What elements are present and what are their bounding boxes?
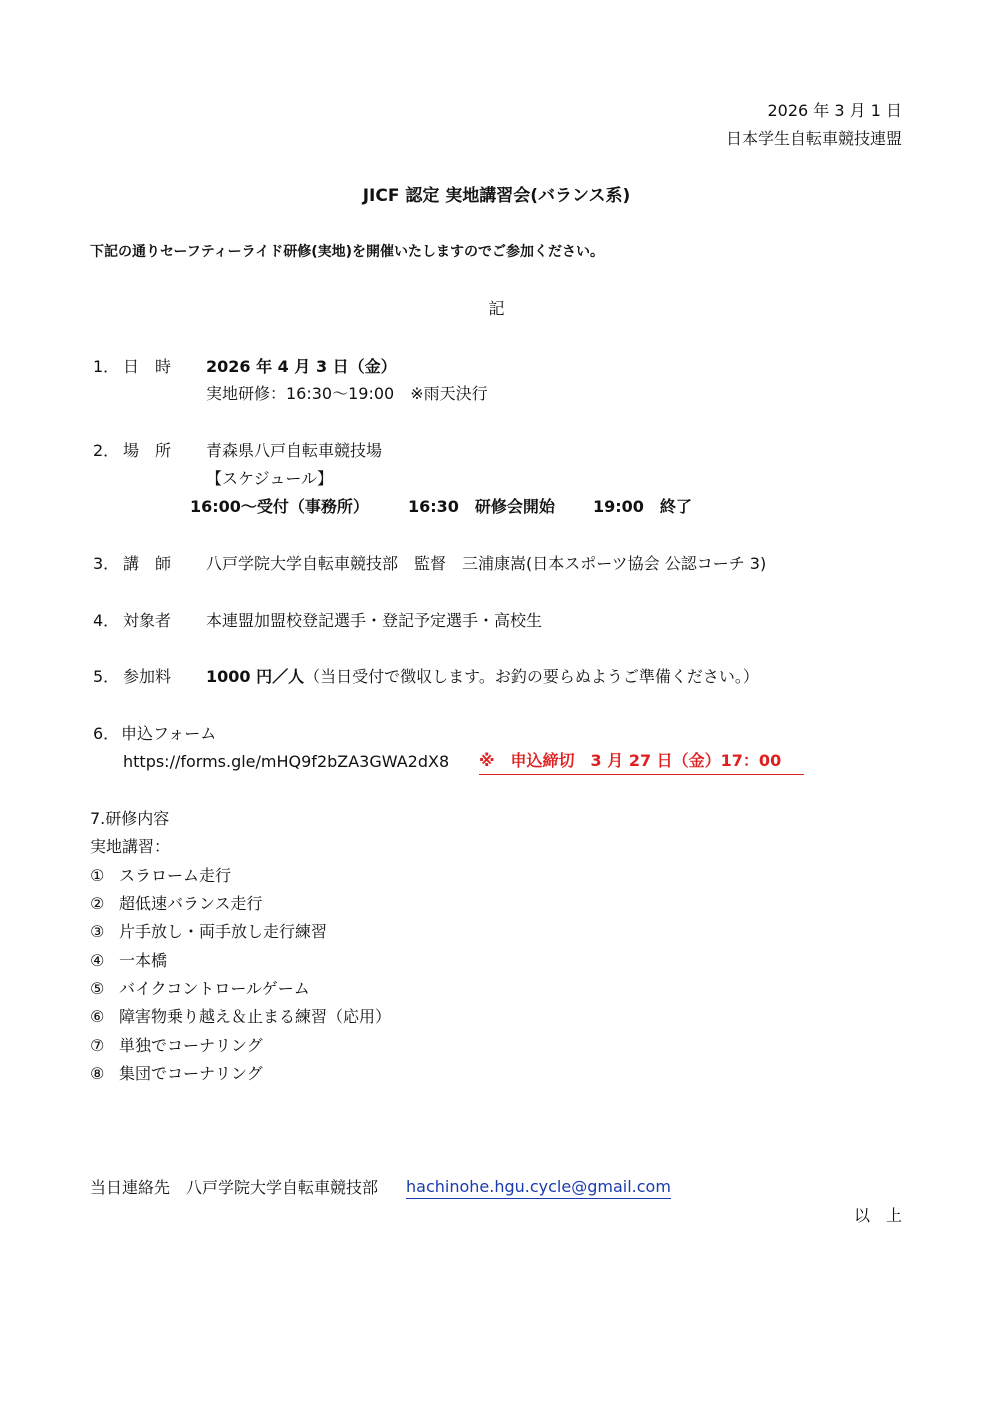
schedule-item-end: 19:00 終了 [593, 497, 692, 516]
list-item: 超低速バランス走行 [119, 894, 263, 913]
item-mark: ⑧ [90, 1064, 105, 1083]
fee-line [206, 667, 759, 687]
intro-text: 下記の通りセーフティーライド研修(実地)を開催いたしますのでご参加ください。 [90, 244, 604, 260]
fee-note: （当日受付で徴収します。お釣の要らぬようご準備ください。） [304, 667, 759, 686]
section-label-fee: 参加料 [123, 667, 172, 686]
list-item: 一本橋 [119, 951, 168, 970]
section-number-5: 5． [93, 667, 120, 686]
section-label-datetime: 日 時 [123, 357, 172, 376]
event-date: 2026 年 4 月 3 日（金） [206, 357, 397, 376]
section-number-2: 2． [93, 441, 120, 460]
list-item: バイクコントロールゲーム [119, 979, 310, 998]
instructor-value: 八戸学院大学自転車競技部 監督 三浦康嵩(日本スポーツ協会 公認コーチ 3) [206, 554, 767, 573]
item-mark: ② [90, 894, 105, 913]
list-item: スラローム走行 [119, 866, 232, 885]
document-title: JICF 認定 実地講習会(バランス系) [362, 186, 631, 206]
content-heading: 7.研修内容 [90, 809, 170, 828]
section-label-target: 対象者 [123, 611, 172, 630]
schedule-item-start: 16:30 研修会開始 [408, 497, 555, 516]
section-number-6: 6． [93, 724, 120, 743]
schedule-heading: 【スケジュール】 [206, 469, 334, 488]
schedule-item-reception: 16:00〜受付（事務所） [190, 497, 369, 516]
content-subheading: 実地講習： [90, 837, 171, 856]
document-date: 2026 年 3 月 1 日 [767, 101, 902, 120]
list-item: 障害物乗り越え＆止まる練習（応用） [119, 1007, 392, 1026]
item-mark: ① [90, 866, 105, 885]
section-number-1: 1． [93, 357, 120, 376]
ki-marker: 記 [488, 299, 505, 318]
venue-name: 青森県八戸自転車競技場 [206, 441, 383, 460]
fee-amount: 1000 円／人 [206, 667, 305, 686]
item-mark: ⑤ [90, 979, 105, 998]
closing-mark: 以 上 [853, 1206, 902, 1225]
form-url-link[interactable]: https://forms.gle/mHQ9f2bZA3GWA2dX8 [123, 752, 450, 771]
list-item: 集団でコーナリング [119, 1064, 263, 1083]
contact-email-link[interactable]: hachinohe.hgu.cycle@gmail.com [406, 1177, 671, 1199]
section-label-place: 場 所 [123, 441, 172, 460]
organization-name: 日本学生自転車競技連盟 [725, 129, 902, 148]
target-value: 本連盟加盟校登記選手・登記予定選手・高校生 [206, 611, 543, 630]
item-mark: ⑥ [90, 1007, 105, 1026]
section-label-form: 申込フォーム [121, 724, 217, 743]
list-item: 単独でコーナリング [119, 1036, 263, 1055]
contact-label: 当日連絡先 八戸学院大学自転車競技部 [90, 1178, 379, 1197]
section-number-4: 4． [93, 611, 120, 630]
section-label-instructor: 講 師 [123, 554, 172, 573]
section-number-3: 3． [93, 554, 120, 573]
list-item: 片手放し・両手放し走行練習 [119, 922, 328, 941]
item-mark: ④ [90, 951, 105, 970]
item-mark: ③ [90, 922, 105, 941]
application-deadline: ※ 申込締切 3 月 27 日（金）17：00 [479, 751, 804, 775]
event-time-detail: 実地研修：16:30〜19:00 ※雨天決行 [206, 384, 488, 403]
item-mark: ⑦ [90, 1036, 105, 1055]
